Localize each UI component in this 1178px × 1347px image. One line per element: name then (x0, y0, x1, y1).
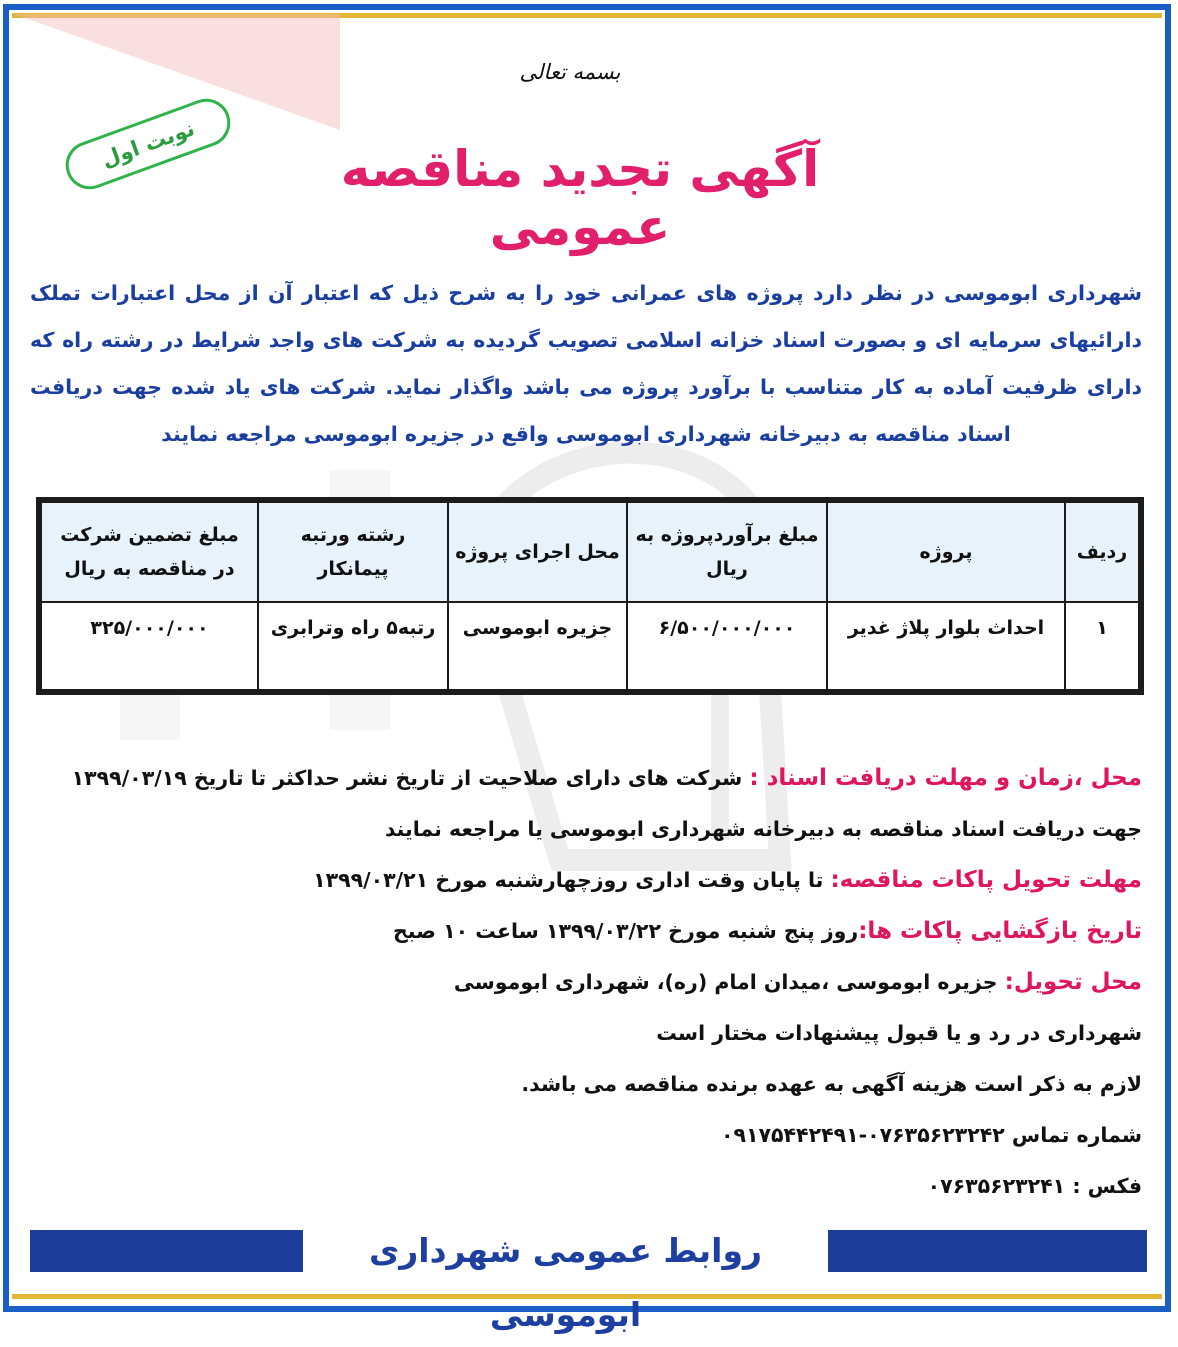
table-cell-location: جزیره ابوموسی (449, 603, 626, 689)
phone-line: شماره تماس ۰۷۶۳۵۶۲۳۲۴۲-۰۹۱۷۵۴۴۲۴۹۱ (720, 1123, 1142, 1147)
table-header-row-number: ردیف (1066, 503, 1138, 601)
place-label: محل تحویل: (1004, 969, 1142, 995)
page-title: آگهی تجدید مناقصه عمومی (340, 140, 820, 256)
place-line (30, 957, 1142, 1008)
table-cell-row-number: ۱ (1066, 603, 1138, 689)
place-text: جزیره ابوموسی ،میدان امام (ره)، شهرداری ابوموسی (453, 970, 998, 994)
round-badge: نوبت اول (59, 92, 237, 196)
footer-text: روابط عمومی شهرداری ابوموسی (369, 1231, 762, 1334)
tender-details (30, 753, 1142, 1212)
opening-label: تاریخ بازگشایی پاکات ها: (858, 918, 1142, 944)
delivery-deadline-line (30, 855, 1142, 906)
gold-rule-top (12, 13, 1162, 18)
docs-text: شرکت های دارای صلاحیت از تاریخ نشر حداکثر تا تاریخ ۱۳۹۹/۰۳/۱۹ جهت دریافت اسناد مناقصه به دبیرخانه شهرداری ابوموسی یا مراجعه نمایند (71, 766, 1142, 841)
delivery-deadline-label: مهلت تحویل پاکات مناقصه: (830, 867, 1142, 893)
table-header-project: پروژه (828, 503, 1064, 601)
table-cell-guarantee: ۳۲۵/۰۰۰/۰۰۰ (42, 603, 257, 689)
table-cell-contractor-grade: رتبه۵ راه وترابری (259, 603, 447, 689)
table-cell-estimate: ۶/۵۰۰/۰۰۰/۰۰۰ (628, 603, 826, 689)
table-cell-project: احداث بلوار پلاژ غدیر (828, 603, 1064, 689)
table-header-contractor-grade: رشته ورتبه پیمانکار (259, 503, 447, 601)
intro-paragraph: شهرداری ابوموسی در نظر دارد پروژه های عمرانی خود را به شرح ذیل که اعتبار آن از محل اعتبارات تملک دارائیهای سرمایه ای و بصورت اسناد خزانه اسلامی تصویب گردیده به شرکت های واجد شرایط در رشته راه که دارای ظرفیت آماده به کار متناسب با برآورد پروژه می باشد واگذار نماید. شرکت های یاد شده جهت دریافت اسناد مناقصه به دبیرخانه شهرداری ابوموسی واقع در جزیره ابوموسی مراجعه نمایند (30, 281, 1142, 446)
fax-line: فکس : ۰۷۶۳۵۶۲۳۲۴۱ (927, 1174, 1142, 1198)
docs-paragraph (30, 753, 1142, 855)
table-header-estimate: مبلغ برآوردپروژه به ریال (628, 503, 826, 601)
opening-line (30, 906, 1142, 957)
bismillah-heading: بسمه تعالی (519, 60, 621, 84)
rights-line: شهرداری در رد و یا قبول پیشنهادات مختار است (656, 1021, 1142, 1045)
tender-table (36, 497, 1144, 695)
opening-text: روز پنج شنبه مورخ ۱۳۹۹/۰۳/۲۲ ساعت ۱۰ صبح (393, 919, 859, 943)
cost-line: لازم به ذکر است هزینه آگهی به عهده برنده مناقصه می باشد. (521, 1072, 1142, 1096)
docs-label: محل ،زمان و مهلت دریافت اسناد : (749, 765, 1142, 791)
table-header-guarantee: مبلغ تضمین شرکت در مناقصه به ریال (42, 503, 257, 601)
delivery-deadline-text: تا پایان وقت اداری روزچهارشنبه مورخ ۱۳۹۹/۰۳/۲۱ (313, 868, 824, 892)
table-header-location: محل اجرای پروژه (449, 503, 626, 601)
